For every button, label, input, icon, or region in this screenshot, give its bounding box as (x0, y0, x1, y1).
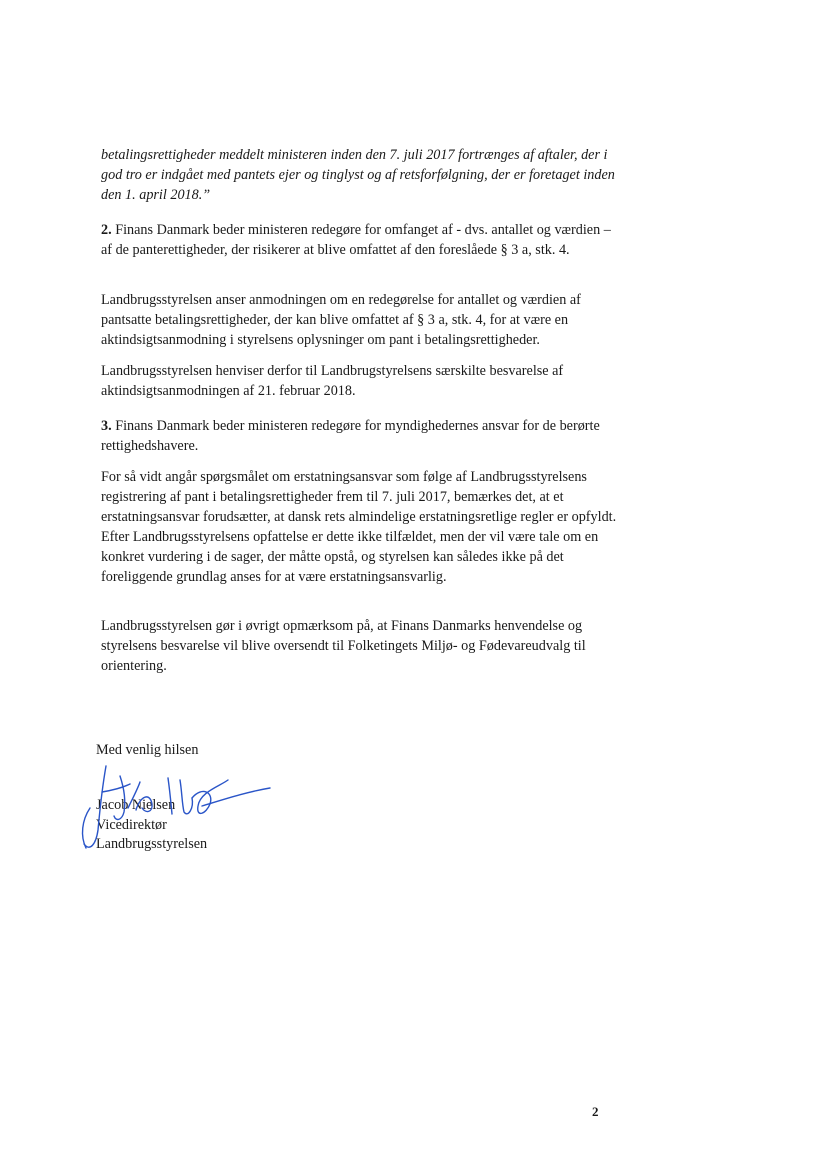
question-3-text: Finans Danmark beder ministeren redegøre for myndighedernes ansvar for de berørte rettighedshavere. (101, 418, 600, 454)
question-3-number: 3. (101, 418, 112, 434)
signer-title: Vicedirektør (96, 817, 167, 833)
question-2-text: Finans Danmark beder ministeren redegøre for omfanget af - dvs. antallet og værdien – af de panterettigheder, der risikerer at blive omfattet af den foreslåede § 3 a, stk. 4. (101, 222, 611, 258)
question-2-number: 2. (101, 222, 112, 238)
signer-organization: Landbrugsstyrelsen (96, 836, 208, 852)
answer-2-paragraph-2: Landbrugsstyrelsen henviser derfor til Landbrugstyrelsens særskilte besvarelse af aktindsigtsanmodningen af 21. februar 2018. (101, 363, 564, 399)
question-3 (101, 416, 621, 456)
question-2 (101, 220, 621, 260)
closing-paragraph: Landbrugsstyrelsen gør i øvrigt opmærksom på, at Finans Danmarks henvendelse og styrelsens besvarelse vil blive oversendt til Folketingets Miljø- og Fødevareudvalg til orientering. (101, 618, 586, 674)
greeting: Med venlig hilsen (96, 742, 199, 758)
answer-3-paragraph: For så vidt angår spørgsmålet om erstatningsansvar som følge af Landbrugsstyrelsens registrering af pant i betalingsrettigheder frem til 7. juli 2017, bemærkes det, at et erstatningsansvar forudsætter, at dansk rets almindelige erstatningsretlige regler er opfyldt. Efter Landbrugsstyrelsens opfattelse er dette ikke tilfældet, men der vil være tale om en konkret vurdering i de sager, der måtte opstå, og styrelsen kan således ikke på det foreliggende grundlag anses for at være erstatningsansvarlig. (101, 469, 617, 585)
signature-block (96, 740, 356, 860)
quoted-provision: betalingsrettigheder meddelt ministeren inden den 7. juli 2017 fortrænges af aftaler, der i god tro er indgået med pantets ejer og tinglyst og af retsforfølgning, der er foretaget inden den 1. april 2018.” (101, 147, 615, 203)
answer-2-paragraph-1: Landbrugsstyrelsen anser anmodningen om en redegørelse for antallet og værdien af pantsatte betalingsrettigheder, der kan blive omfattet af § 3 a, stk. 4, for at være en aktindsigtsanmodning i styrelsens oplysninger om pant i betalingsrettigheder. (101, 292, 581, 348)
handwritten-signature (76, 748, 276, 858)
signer-name: Jacob Nielsen (96, 797, 176, 813)
page-number: 2 (592, 1104, 599, 1119)
